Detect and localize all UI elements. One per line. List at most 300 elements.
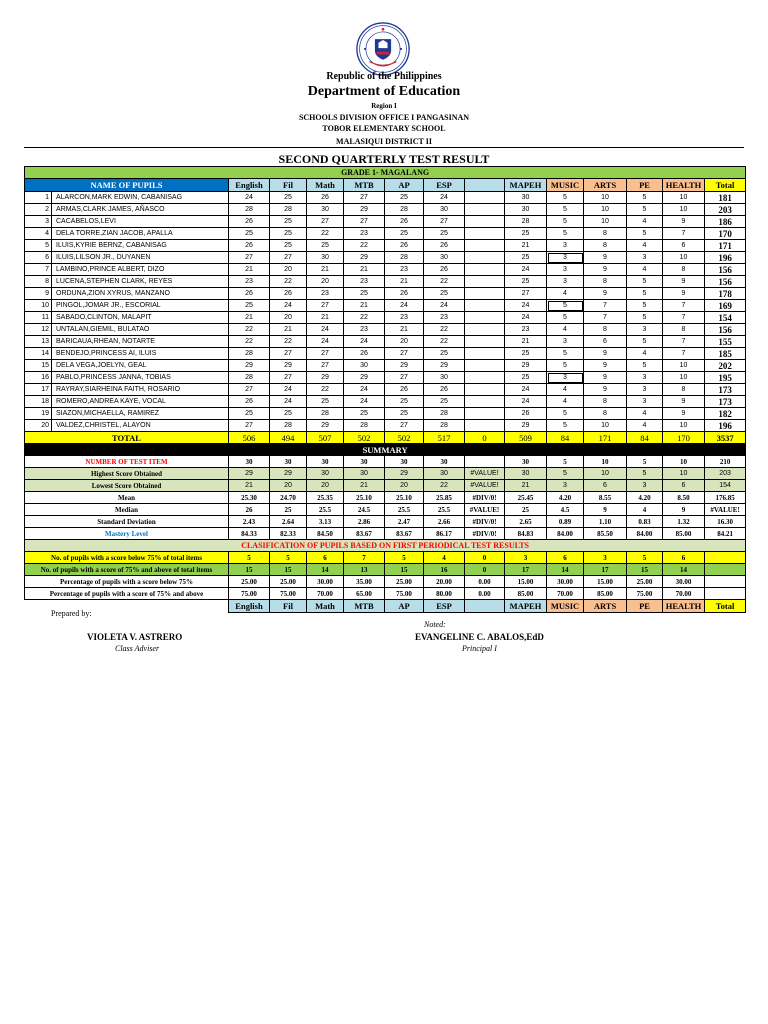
score-cell: 22	[424, 336, 465, 348]
score-cell: 5	[627, 300, 663, 312]
summary-value: 1.32	[663, 516, 705, 528]
total-value: 171	[584, 432, 627, 444]
score-cell: 25	[270, 240, 307, 252]
bottom-column-header	[25, 600, 746, 613]
score-cell: 25	[505, 228, 547, 240]
pupil-number: 2	[25, 204, 52, 216]
region-label: Region I	[371, 102, 397, 110]
summary-row	[25, 516, 746, 528]
score-cell	[465, 384, 505, 396]
score-cell: 24	[270, 300, 307, 312]
col-header: MAPEH	[505, 179, 547, 192]
classification-label: CLASIFICATION OF PUPILS BASED ON FIRST PERIODICAL TEST RESULTS	[25, 540, 746, 552]
score-cell: 25	[424, 228, 465, 240]
score-cell: 24	[344, 384, 385, 396]
total-row	[25, 432, 746, 444]
score-cell: 156	[705, 276, 746, 288]
summary-value: 2.64	[270, 516, 307, 528]
score-cell: 8	[663, 384, 705, 396]
score-cell: 24	[424, 300, 465, 312]
summary-value: 82.33	[270, 528, 307, 540]
score-cell: 5	[627, 228, 663, 240]
score-cell: 20	[270, 264, 307, 276]
score-cell	[465, 408, 505, 420]
score-cell: 29	[270, 360, 307, 372]
score-cell: 23	[424, 312, 465, 324]
score-cell: 9	[584, 264, 627, 276]
summary-value: 85.50	[584, 528, 627, 540]
score-cell: 25	[505, 372, 547, 384]
pupil-number: 20	[25, 420, 52, 432]
score-cell: 8	[663, 264, 705, 276]
summary-value: 154	[705, 480, 746, 492]
score-cell: 27	[307, 300, 344, 312]
score-cell: 3	[547, 264, 584, 276]
score-cell: 4	[627, 408, 663, 420]
score-cell: 5	[627, 276, 663, 288]
pupil-number: 1	[25, 192, 52, 204]
pupil-number: 16	[25, 372, 52, 384]
score-cell: 26	[385, 384, 424, 396]
col-header-name: NAME OF PUPILS	[25, 179, 229, 192]
score-cell: 25	[385, 228, 424, 240]
score-cell: 9	[584, 360, 627, 372]
total-value: 506	[229, 432, 270, 444]
pupil-name: ALARCON,MARK EDWIN, CABANISAG	[52, 192, 229, 204]
col-header: Total	[705, 600, 746, 613]
score-cell: 27	[229, 252, 270, 264]
pupil-row	[25, 192, 746, 204]
summary-row-label: NUMBER OF TEST ITEM	[25, 456, 229, 468]
score-cell: 23	[385, 264, 424, 276]
score-cell: 154	[705, 312, 746, 324]
score-cell: 196	[705, 252, 746, 264]
pupil-name: SIAZON,MICHAELLA, RAMIREZ	[52, 408, 229, 420]
score-cell: 28	[424, 420, 465, 432]
summary-value: 9	[584, 504, 627, 516]
summary-value: 84.00	[547, 528, 584, 540]
summary-value: 210	[705, 456, 746, 468]
pupil-number: 17	[25, 384, 52, 396]
summary-value: 25	[270, 504, 307, 516]
col-header: Total	[705, 179, 746, 192]
score-cell: 178	[705, 288, 746, 300]
score-cell: 21	[385, 324, 424, 336]
classification-value: 5	[270, 552, 307, 564]
summary-value: 5	[627, 456, 663, 468]
classification-row	[25, 576, 746, 588]
total-value: 494	[270, 432, 307, 444]
score-cell: 5	[627, 360, 663, 372]
score-cell: 5	[627, 192, 663, 204]
score-cell: 156	[705, 264, 746, 276]
score-cell: 26	[424, 240, 465, 252]
score-cell	[465, 204, 505, 216]
score-cell: 26	[344, 348, 385, 360]
score-cell: 23	[385, 312, 424, 324]
score-cell: 23	[344, 276, 385, 288]
pupil-name: BENDEJO,PRINCESS AI, ILUIS	[52, 348, 229, 360]
score-cell: 30	[505, 204, 547, 216]
score-cell: 10	[584, 192, 627, 204]
score-cell: 9	[584, 384, 627, 396]
score-cell: 5	[627, 336, 663, 348]
classification-value: 85.00	[584, 588, 627, 600]
score-cell: 26	[424, 264, 465, 276]
score-cell: 182	[705, 408, 746, 420]
total-value: 3537	[705, 432, 746, 444]
score-cell: 202	[705, 360, 746, 372]
score-cell: 3	[547, 336, 584, 348]
summary-value: 25.5	[307, 504, 344, 516]
summary-value: 30	[344, 468, 385, 480]
summary-row-label: Lowest Score Obtained	[25, 480, 229, 492]
score-cell: 4	[547, 288, 584, 300]
score-cell	[465, 300, 505, 312]
col-header: Fil	[270, 179, 307, 192]
summary-value: 25.45	[505, 492, 547, 504]
score-cell: 10	[584, 420, 627, 432]
pupil-name: ARMAS,CLARK JAMES, AÑASCO	[52, 204, 229, 216]
principal-name: EVANGELINE C. ABALOS,EdD	[415, 632, 544, 642]
score-cell: 22	[424, 324, 465, 336]
score-cell: 25	[424, 396, 465, 408]
summary-value: 25.10	[344, 492, 385, 504]
col-header: English	[229, 600, 270, 613]
score-cell: 28	[229, 348, 270, 360]
pupil-number: 12	[25, 324, 52, 336]
pupil-row	[25, 276, 746, 288]
score-cell	[465, 348, 505, 360]
summary-label: SUMMARY	[25, 444, 746, 456]
summary-value: 2.65	[505, 516, 547, 528]
pupil-name: SABADO,CLINTON, MALAPIT	[52, 312, 229, 324]
pupil-name: DELA TORRE,ZIAN JACOB, APALLA	[52, 228, 229, 240]
summary-row-label: Mean	[25, 492, 229, 504]
score-cell	[465, 252, 505, 264]
summary-value: 2.86	[344, 516, 385, 528]
pupil-row	[25, 408, 746, 420]
pupil-name: PABLO,PRINCESS JANNA, TOBIAS	[52, 372, 229, 384]
score-cell	[465, 372, 505, 384]
score-cell: 8	[584, 240, 627, 252]
score-cell: 28	[307, 408, 344, 420]
classification-row-label: Percentage of pupils with a score of 75% and above	[25, 588, 229, 600]
total-value: 0	[465, 432, 505, 444]
score-cell: 27	[307, 216, 344, 228]
pupil-number: 3	[25, 216, 52, 228]
col-header: PE	[627, 600, 663, 613]
score-cell: 27	[307, 360, 344, 372]
summary-value: 25.5	[424, 504, 465, 516]
classification-value: 15	[270, 564, 307, 576]
header-divider	[24, 147, 744, 148]
score-cell: 10	[663, 372, 705, 384]
score-cell	[465, 264, 505, 276]
score-cell: 30	[307, 252, 344, 264]
classification-value: 17	[505, 564, 547, 576]
summary-value: 6	[584, 480, 627, 492]
pupil-number: 7	[25, 264, 52, 276]
score-cell: 9	[663, 396, 705, 408]
score-cell: 5	[547, 228, 584, 240]
summary-value: 25	[505, 504, 547, 516]
summary-value: #DIV/0!	[465, 528, 505, 540]
score-cell: 4	[627, 348, 663, 360]
summary-value: 30	[385, 456, 424, 468]
summary-value: #DIV/0!	[465, 516, 505, 528]
score-cell: 5	[547, 204, 584, 216]
summary-row-label: Standard Deviation	[25, 516, 229, 528]
score-cell: 26	[385, 216, 424, 228]
pupil-name: VALDEZ,CHRISTEL, ALAYON	[52, 420, 229, 432]
summary-row-label: Median	[25, 504, 229, 516]
score-cell: 30	[424, 372, 465, 384]
score-cell: 10	[584, 204, 627, 216]
score-cell: 30	[307, 204, 344, 216]
pupil-number: 19	[25, 408, 52, 420]
classification-value: 5	[385, 552, 424, 564]
score-cell: 20	[270, 312, 307, 324]
score-cell: 29	[424, 360, 465, 372]
score-cell: 29	[344, 372, 385, 384]
classification-value	[705, 552, 746, 564]
summary-value: 30	[505, 468, 547, 480]
score-cell: 23	[344, 324, 385, 336]
score-cell: 27	[229, 384, 270, 396]
pupil-name: ROMERO,ANDREA KAYE, VOCAL	[52, 396, 229, 408]
pupil-number: 9	[25, 288, 52, 300]
score-cell	[465, 228, 505, 240]
summary-value: 84.83	[505, 528, 547, 540]
classification-value: 14	[547, 564, 584, 576]
report-title: SECOND QUARTERLY TEST RESULT	[278, 152, 490, 166]
score-cell: 7	[663, 228, 705, 240]
col-header: Fil	[270, 600, 307, 613]
col-header: MUSIC	[547, 600, 584, 613]
pupil-row	[25, 300, 746, 312]
score-cell	[465, 336, 505, 348]
score-cell: 4	[627, 420, 663, 432]
classification-value: 4	[424, 552, 465, 564]
score-cell: 22	[307, 228, 344, 240]
score-cell: 185	[705, 348, 746, 360]
summary-value: 85.00	[663, 528, 705, 540]
col-header: MUSIC	[547, 179, 584, 192]
score-cell: 6	[663, 240, 705, 252]
score-cell: 29	[344, 252, 385, 264]
score-cell: 25	[270, 192, 307, 204]
score-cell: 21	[307, 312, 344, 324]
summary-value: 83.67	[385, 528, 424, 540]
score-cell: 5	[627, 288, 663, 300]
summary-value: 24.70	[270, 492, 307, 504]
col-header: Math	[307, 600, 344, 613]
summary-value: 5	[547, 456, 584, 468]
score-cell: 20	[307, 276, 344, 288]
score-cell: 3	[547, 240, 584, 252]
classification-value: 15	[385, 564, 424, 576]
score-cell: 25	[505, 348, 547, 360]
pupil-row	[25, 324, 746, 336]
score-cell: 27	[385, 420, 424, 432]
school-label: TOBOR ELEMENTARY SCHOOL	[322, 124, 446, 133]
score-cell: 24	[344, 336, 385, 348]
score-cell	[465, 276, 505, 288]
total-value: 507	[307, 432, 344, 444]
score-cell: 8	[584, 228, 627, 240]
classification-value: 7	[344, 552, 385, 564]
score-cell: 26	[505, 408, 547, 420]
score-cell: 26	[270, 288, 307, 300]
score-cell: 5	[547, 192, 584, 204]
summary-value: 10	[584, 468, 627, 480]
score-cell: 5	[547, 420, 584, 432]
summary-value: 3	[547, 480, 584, 492]
pupil-row	[25, 360, 746, 372]
score-cell: 10	[663, 204, 705, 216]
score-cell: 7	[663, 336, 705, 348]
col-header: English	[229, 179, 270, 192]
score-cell: 10	[663, 192, 705, 204]
summary-value: 203	[705, 468, 746, 480]
score-cell: 24	[505, 312, 547, 324]
score-cell: 24	[424, 192, 465, 204]
score-cell: 27	[270, 252, 307, 264]
score-cell: 28	[229, 372, 270, 384]
classification-value	[705, 564, 746, 576]
results-table	[24, 166, 746, 613]
score-cell	[465, 396, 505, 408]
summary-value: 30	[229, 456, 270, 468]
summary-value: 22	[424, 480, 465, 492]
classification-value: 25.00	[270, 576, 307, 588]
pupil-row	[25, 264, 746, 276]
score-cell	[465, 324, 505, 336]
pupil-name: LUCENA,STEPHEN CLARK, REYES	[52, 276, 229, 288]
score-cell: 10	[584, 216, 627, 228]
pupil-number: 13	[25, 336, 52, 348]
score-cell: 23	[307, 288, 344, 300]
score-cell: 7	[663, 312, 705, 324]
pupil-row	[25, 420, 746, 432]
score-cell: 27	[270, 372, 307, 384]
grade-label: GRADE 1- MAGALANG	[25, 167, 746, 179]
pupil-number: 10	[25, 300, 52, 312]
score-cell: 25	[424, 348, 465, 360]
score-cell: 3	[547, 372, 584, 384]
classification-value: 16	[424, 564, 465, 576]
summary-value: #VALUE!	[465, 468, 505, 480]
col-header: AP	[385, 179, 424, 192]
pupil-number: 11	[25, 312, 52, 324]
pupil-row	[25, 312, 746, 324]
score-cell	[465, 288, 505, 300]
score-cell: 25	[385, 396, 424, 408]
score-cell: 29	[505, 420, 547, 432]
total-value: 502	[385, 432, 424, 444]
pupil-number: 4	[25, 228, 52, 240]
score-cell: 28	[385, 252, 424, 264]
summary-value: 30	[307, 468, 344, 480]
summary-value: 25.35	[307, 492, 344, 504]
score-cell: 28	[505, 216, 547, 228]
score-cell: 4	[627, 264, 663, 276]
summary-value: 0.83	[627, 516, 663, 528]
score-cell: 10	[663, 252, 705, 264]
summary-value: 30	[270, 456, 307, 468]
summary-value: 86.17	[424, 528, 465, 540]
summary-row	[25, 504, 746, 516]
score-cell: 5	[547, 408, 584, 420]
score-cell: 181	[705, 192, 746, 204]
col-header: HEALTH	[663, 179, 705, 192]
score-cell: 24	[505, 384, 547, 396]
classification-value: 75.00	[270, 588, 307, 600]
col-header: ESP	[424, 179, 465, 192]
classification-row-label: Percentage of pupils with a score below 75%	[25, 576, 229, 588]
summary-value: 20	[307, 480, 344, 492]
score-cell: 24	[505, 300, 547, 312]
score-cell: 6	[584, 336, 627, 348]
score-cell: 171	[705, 240, 746, 252]
score-cell: 3	[627, 384, 663, 396]
classification-value: 14	[663, 564, 705, 576]
summary-value: 30	[424, 456, 465, 468]
pupil-row	[25, 228, 746, 240]
score-cell: 5	[547, 300, 584, 312]
pupil-row	[25, 240, 746, 252]
score-cell: 25	[424, 288, 465, 300]
score-cell: 30	[344, 360, 385, 372]
classification-value: 30.00	[307, 576, 344, 588]
classification-value: 20.00	[424, 576, 465, 588]
score-cell: 26	[229, 396, 270, 408]
pupil-row	[25, 396, 746, 408]
summary-value: 29	[385, 468, 424, 480]
score-cell: 3	[627, 252, 663, 264]
summary-value: 30	[307, 456, 344, 468]
score-cell: 8	[584, 276, 627, 288]
col-header: PE	[627, 179, 663, 192]
summary-value: 2.43	[229, 516, 270, 528]
col-header: MAPEH	[505, 600, 547, 613]
summary-row	[25, 528, 746, 540]
score-cell: 21	[344, 264, 385, 276]
pupil-name: ILUIS,LILSON JR., DUYANEN	[52, 252, 229, 264]
col-header: ARTS	[584, 600, 627, 613]
score-cell: 8	[663, 324, 705, 336]
pupil-name: PINGOL,JOMAR JR., ESCORIAL	[52, 300, 229, 312]
summary-value: 20	[385, 480, 424, 492]
col-header: MTB	[344, 600, 385, 613]
score-cell: 9	[584, 348, 627, 360]
summary-value: 4.5	[547, 504, 584, 516]
score-cell: 156	[705, 324, 746, 336]
summary-value: 2.66	[424, 516, 465, 528]
score-cell	[465, 240, 505, 252]
summary-value: 0.89	[547, 516, 584, 528]
score-cell: 28	[270, 420, 307, 432]
score-cell: 25	[344, 288, 385, 300]
score-cell: 26	[229, 288, 270, 300]
pupil-row	[25, 336, 746, 348]
pupil-number: 6	[25, 252, 52, 264]
score-cell: 186	[705, 216, 746, 228]
summary-row-label: Mastery Level	[25, 528, 229, 540]
score-cell: 27	[385, 372, 424, 384]
pupil-number: 15	[25, 360, 52, 372]
